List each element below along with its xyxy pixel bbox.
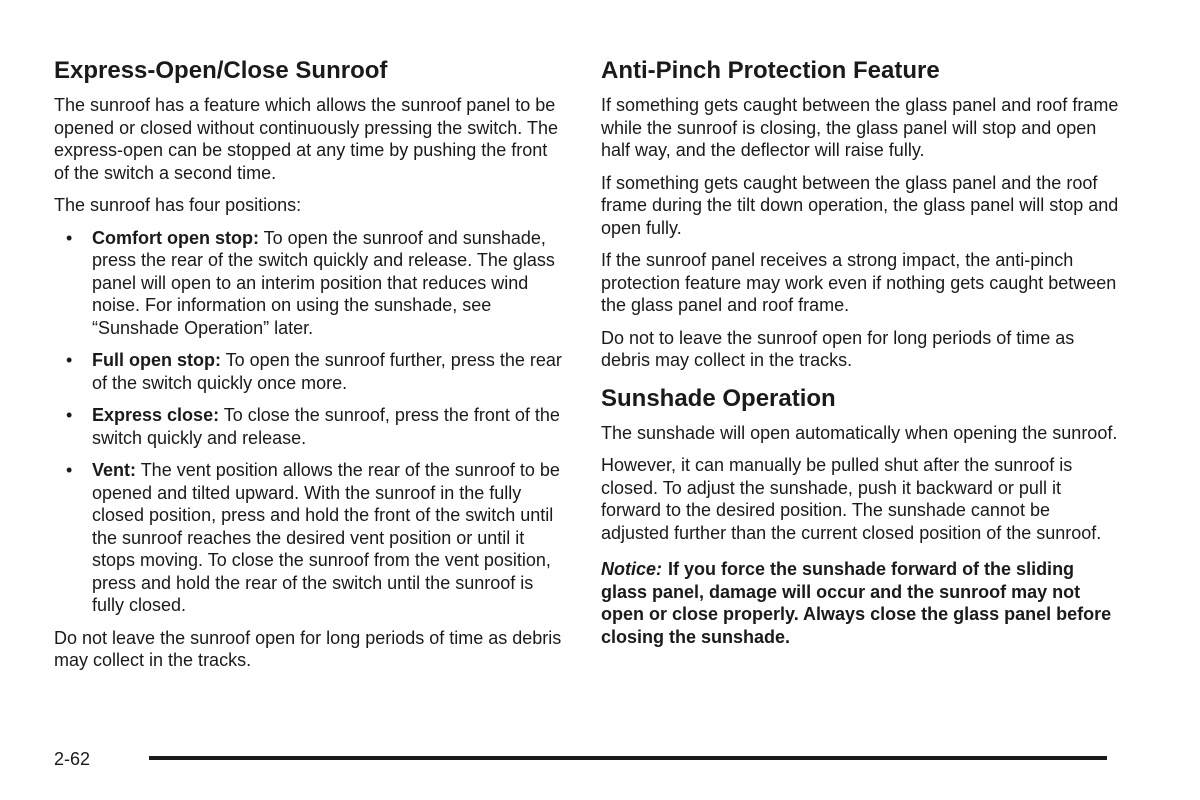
notice-label: Notice: <box>601 559 663 579</box>
bullet-icon: • <box>66 405 73 425</box>
text-express-close: To close the sunroof, press the front of the switch quickly and release. <box>92 405 560 448</box>
list-item-comfort-open-stop <box>54 227 564 340</box>
term-comfort-open-stop: Comfort open stop: <box>92 227 259 248</box>
express-intro-paragraph: The sunroof has a feature which allows the sunroof panel to be opened or closed without continuously pressing the switch. The express-open can be stopped at any time by pushing the front of the switch a second time. <box>54 95 558 183</box>
express-open-close-heading: Express-Open/Close Sunroof <box>54 57 388 84</box>
positions-intro-paragraph: The sunroof has four positions: <box>54 195 302 215</box>
list-item-full-open-stop <box>54 349 564 394</box>
list-item-express-close <box>54 404 564 449</box>
left-column <box>54 56 564 682</box>
anti-pinch-paragraph-4: Do not to leave the sunroof open for long periods of time as debris may collect in the tracks. <box>601 327 1075 370</box>
sunshade-paragraph-1: The sunshade will open automatically when opening the sunroof. <box>601 422 1118 443</box>
page-number: 2-62 <box>54 749 91 769</box>
right-column <box>601 56 1121 648</box>
bullet-icon: • <box>66 227 73 248</box>
positions-list <box>54 227 564 617</box>
anti-pinch-heading: Anti-Pinch Protection Feature <box>601 57 940 84</box>
sunshade-operation-heading: Sunshade Operation <box>601 384 836 412</box>
notice-block <box>601 558 1121 648</box>
list-item-vent <box>54 459 564 617</box>
text-full-open-stop: To open the sunroof further, press the rear of the switch quickly once more. <box>92 350 562 393</box>
notice-text: If you force the sunshade forward of the sliding glass panel, damage will occur and the sunroof may not open or close properly. Always close the glass panel before closing the sunshade. <box>601 559 1112 647</box>
anti-pinch-paragraph-1: If something gets caught between the glass panel and roof frame while the sunroof is closing, the glass panel will stop and open half way, and the deflector will raise fully. <box>601 95 1119 160</box>
text-vent: The vent position allows the rear of the sunroof to be opened and tilted upward. With the sunroof in the fully closed position, press and hold the front of the switch until the sunroof reaches the desired vent position or until it stops moving. To close the sunroof from the vent position, press and hold the rear of the switch until the sunroof is fully closed. <box>92 460 560 615</box>
term-express-close: Express close: <box>92 405 220 425</box>
anti-pinch-paragraph-2: If something gets caught between the glass panel and the roof frame during the tilt down operation, the glass panel will stop and open fully. <box>601 172 1119 238</box>
bullet-icon: • <box>66 460 73 480</box>
text-comfort-open-stop: To open the sunroof and sunshade, press the rear of the switch quickly and release. The glass panel will open to an interim position that reduces wind noise. For information on using the sunshade, see “Sunshade Operation” later. <box>92 227 555 338</box>
left-closing-paragraph: Do not leave the sunroof open for long periods of time as debris may collect in the tracks. <box>54 627 562 670</box>
term-vent: Vent: <box>92 460 137 480</box>
footer-divider <box>149 756 1107 760</box>
sunshade-paragraph-2: However, it can manually be pulled shut after the sunroof is closed. To adjust the sunshade, push it backward or pull it forward to the desired position. The sunshade cannot be adjusted further than the current closed position of the sunroof. <box>601 455 1102 543</box>
term-full-open-stop: Full open stop: <box>92 350 221 370</box>
bullet-icon: • <box>66 350 73 370</box>
anti-pinch-paragraph-3: If the sunroof panel receives a strong impact, the anti-pinch protection feature may work even if nothing gets caught between the glass panel and roof frame. <box>601 250 1117 315</box>
